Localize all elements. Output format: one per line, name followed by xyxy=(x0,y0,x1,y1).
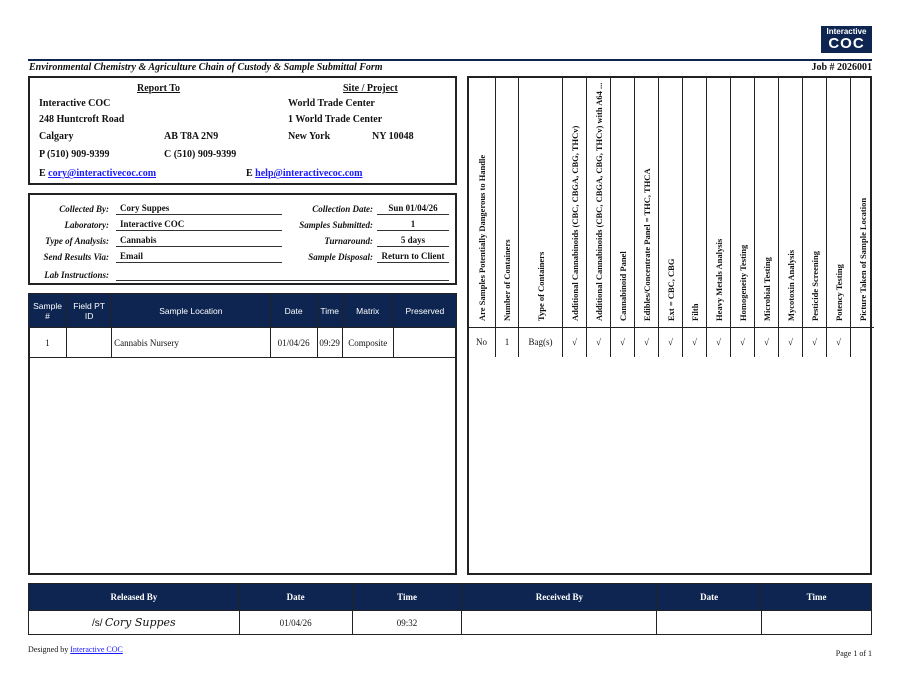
collection-date-value[interactable]: Sun 01/04/26 xyxy=(377,203,449,215)
laboratory-value[interactable]: Interactive COC xyxy=(116,219,282,231)
analysis-col-header xyxy=(562,78,586,327)
analysis-cell[interactable]: 1 xyxy=(495,327,518,357)
collected-by-label: Collected By: xyxy=(59,204,109,214)
site-project-heading: Site / Project xyxy=(343,83,398,94)
analysis-col-label: Filth xyxy=(689,303,700,321)
analysis-cell[interactable]: √ xyxy=(706,327,730,357)
send-via-value[interactable]: Email xyxy=(116,251,282,263)
cell-time: 09:29 xyxy=(317,328,342,358)
analysis-col-header xyxy=(658,78,682,327)
collection-box xyxy=(28,193,457,285)
received-time-cell[interactable] xyxy=(762,611,872,635)
header-rule xyxy=(28,59,872,61)
site-name: World Trade Center xyxy=(288,98,375,109)
logo-line1: Interactive xyxy=(826,27,867,36)
site-email-row xyxy=(246,168,363,179)
analysis-col-header xyxy=(495,78,518,327)
analysis-col-label: Type of Containers xyxy=(535,251,546,321)
analysis-col-header xyxy=(826,78,850,327)
col-received-date: Date xyxy=(657,584,762,611)
report-to-box xyxy=(28,76,457,185)
analysis-col-header xyxy=(802,78,826,327)
table-row[interactable] xyxy=(29,328,457,358)
report-province-postal: AB T8A 2N9 xyxy=(164,131,219,142)
col-received-by: Received By xyxy=(462,584,657,611)
analysis-col-label: Additional Cannabinoids (CBC, CBGA, CBG, THCv) xyxy=(569,125,580,321)
analysis-cell[interactable]: √ xyxy=(778,327,802,357)
analysis-cell[interactable]: √ xyxy=(802,327,826,357)
analysis-cell[interactable]: √ xyxy=(634,327,658,357)
col-matrix: Matrix xyxy=(342,294,393,328)
analysis-col-header xyxy=(754,78,778,327)
col-released-by: Released By xyxy=(29,584,240,611)
report-email-prefix: E xyxy=(39,168,46,179)
site-city: New York xyxy=(288,131,331,142)
analysis-col-label: Additional Cannabinoids (CBC, CBGA, CBG, THCv) with A64 ... xyxy=(593,82,604,321)
analysis-cell[interactable]: √ xyxy=(610,327,634,357)
analysis-cell[interactable]: √ xyxy=(658,327,682,357)
analysis-col-label: Heavy Metals Analysis xyxy=(713,238,724,321)
signoff-table xyxy=(28,583,872,635)
cell-matrix: Composite xyxy=(342,328,393,358)
analysis-type-label: Type of Analysis: xyxy=(45,236,109,246)
analysis-col-label: Number of Containers xyxy=(502,239,512,321)
collection-date-label: Collection Date: xyxy=(312,204,373,214)
site-email-prefix: E xyxy=(246,168,253,179)
analysis-cell[interactable]: No xyxy=(468,327,495,357)
site-state-zip: NY 10048 xyxy=(372,131,414,142)
samples-submitted-value[interactable]: 1 xyxy=(377,219,449,231)
job-number: Job # 2026001 xyxy=(811,62,872,73)
turnaround-value[interactable]: 5 days xyxy=(377,235,449,247)
analysis-col-header xyxy=(586,78,610,327)
cell-sample-number: 1 xyxy=(29,328,67,358)
sample-table xyxy=(28,293,457,358)
disposal-value[interactable]: Return to Client xyxy=(377,251,449,263)
laboratory-label: Laboratory: xyxy=(64,220,109,230)
analysis-col-header xyxy=(468,78,495,327)
logo-line2: COC xyxy=(828,35,865,52)
col-field-pt-id: Field PT ID xyxy=(67,294,112,328)
analysis-cell[interactable]: √ xyxy=(562,327,586,357)
samples-submitted-label: Samples Submitted: xyxy=(299,220,373,230)
report-phone-c: C (510) 909-9399 xyxy=(164,149,237,160)
analysis-col-header xyxy=(518,78,562,327)
released-date-cell[interactable]: 01/04/26 xyxy=(239,611,352,635)
lab-instructions-value[interactable] xyxy=(116,269,449,281)
col-released-date: Date xyxy=(239,584,352,611)
analysis-col-header xyxy=(850,78,874,327)
col-received-time: Time xyxy=(762,584,872,611)
analysis-col-header xyxy=(634,78,658,327)
report-street: 248 Huntcroft Road xyxy=(39,114,125,125)
analysis-col-label: Pesticide Screening xyxy=(809,251,820,321)
analysis-cell[interactable] xyxy=(850,327,874,357)
analysis-cell[interactable]: √ xyxy=(754,327,778,357)
designed-by-label: Designed by xyxy=(28,645,69,654)
analysis-columns xyxy=(468,78,873,357)
released-time-cell[interactable]: 09:32 xyxy=(352,611,462,635)
analysis-col-label: Picture Taken of Sample Location xyxy=(857,197,868,321)
analysis-col-label: Mycotoxin Analysis xyxy=(785,249,796,321)
collected-by-value[interactable]: Cory Suppes xyxy=(116,203,282,215)
disposal-label: Sample Disposal: xyxy=(308,252,373,262)
page-number: Page 1 of 1 xyxy=(835,649,872,658)
report-email-link[interactable]: cory@interactivecoc.com xyxy=(48,168,157,179)
report-email-row xyxy=(39,168,156,179)
analysis-type-value[interactable]: Cannabis xyxy=(116,235,282,247)
analysis-col-header xyxy=(778,78,802,327)
designed-by xyxy=(28,645,123,654)
col-preserved: Preserved xyxy=(393,294,456,328)
analysis-col-label: Homogeneity Testing xyxy=(737,244,748,321)
col-sample-number: Sample # xyxy=(29,294,67,328)
report-to-heading: Report To xyxy=(137,83,181,94)
analysis-col-header xyxy=(610,78,634,327)
cell-date: 01/04/26 xyxy=(270,328,317,358)
report-company: Interactive COC xyxy=(39,98,111,109)
cell-field-pt-id xyxy=(67,328,112,358)
analysis-col-header xyxy=(682,78,706,327)
col-sample-location: Sample Location xyxy=(112,294,270,328)
released-by-cell[interactable] xyxy=(29,611,240,635)
analysis-cell[interactable]: √ xyxy=(682,327,706,357)
form-title: Environmental Chemistry & Agriculture Chain of Custody & Sample Submittal Form xyxy=(29,62,383,73)
col-date: Date xyxy=(270,294,317,328)
col-time: Time xyxy=(317,294,342,328)
analysis-col-header xyxy=(730,78,754,327)
send-via-label: Send Results Via: xyxy=(43,252,109,262)
released-signature: Cory Suppes xyxy=(104,616,176,629)
analysis-col-label: Edibles/Concentrate Panel = THC, THCA xyxy=(641,168,652,321)
analysis-col-label: Cannabinoid Panel xyxy=(617,251,628,321)
released-prefix: /s/ xyxy=(92,618,103,629)
cell-preserved xyxy=(393,328,456,358)
received-by-cell[interactable] xyxy=(462,611,657,635)
analysis-col-label: Ext = CBC, CBG xyxy=(665,258,676,321)
site-street: 1 World Trade Center xyxy=(288,114,383,125)
company-logo xyxy=(821,26,872,53)
cell-sample-location: Cannabis Nursery xyxy=(112,328,270,358)
analysis-col-label: Potency Testing xyxy=(833,264,844,321)
site-email-link[interactable]: help@interactivecoc.com xyxy=(255,168,363,179)
lab-instructions-label: Lab Instructions: xyxy=(44,270,109,280)
analysis-col-label: Are Samples Potentially Dangerous to Handle xyxy=(476,154,487,321)
analysis-col-label: Microbial Testing xyxy=(761,257,772,321)
designed-by-link[interactable]: Interactive COC xyxy=(70,645,123,654)
sample-table-header xyxy=(29,294,457,328)
analysis-cell[interactable]: √ xyxy=(730,327,754,357)
analysis-table-box xyxy=(467,76,872,575)
analysis-cell[interactable]: Bag(s) xyxy=(518,327,562,357)
sample-table-box xyxy=(28,293,457,575)
received-date-cell[interactable] xyxy=(657,611,762,635)
signoff-header xyxy=(29,584,872,611)
turnaround-label: Turnaround: xyxy=(324,236,373,246)
analysis-col-header xyxy=(706,78,730,327)
report-city: Calgary xyxy=(39,131,74,142)
signoff-row[interactable] xyxy=(29,611,872,635)
analysis-cell[interactable]: √ xyxy=(586,327,610,357)
col-released-time: Time xyxy=(352,584,462,611)
report-phone-p: P (510) 909-9399 xyxy=(39,149,110,160)
analysis-cell[interactable]: √ xyxy=(826,327,850,357)
